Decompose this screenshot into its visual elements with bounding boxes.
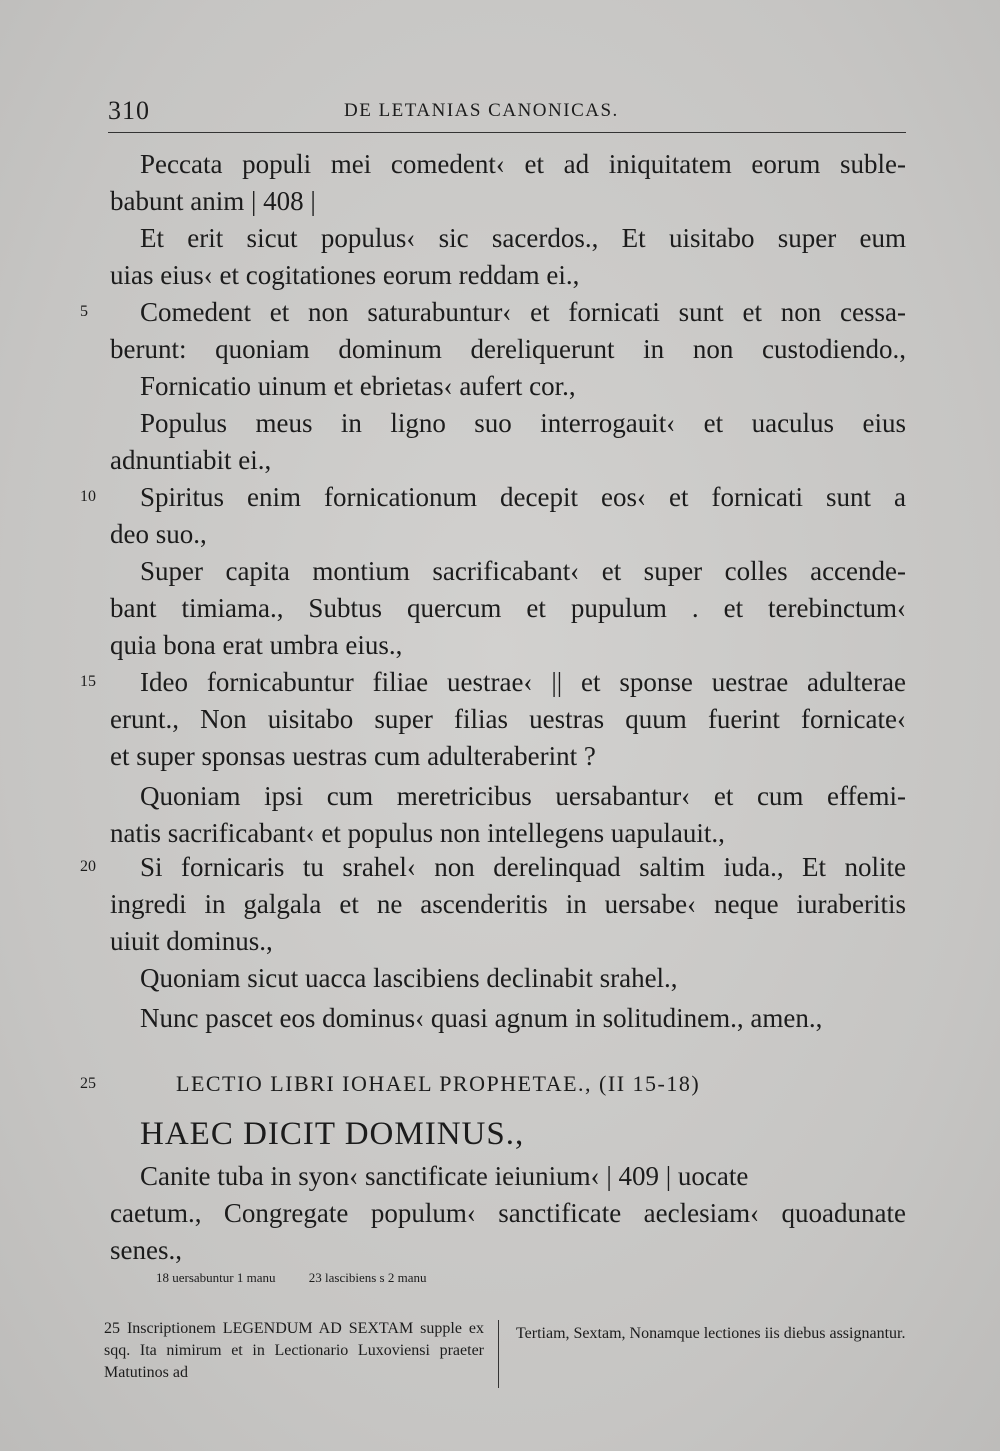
text-line: Et erit sicut populus‹ sic sacerdos., Et uisitabo super eum xyxy=(140,223,906,253)
footnote-left: 25 Inscriptionem LEGENDUM AD SEXTAM supple ex sqq. Ita nimirum et in Lectionario Luxoviensi praeter Matutinos ad xyxy=(104,1320,484,1381)
text-line: Fornicatio uinum et ebrietas‹ aufert cor., xyxy=(140,371,576,401)
text-line: Quoniam ipsi cum meretricibus uersabantur‹ et cum effemi- xyxy=(140,781,906,811)
text-line: Comedent et non saturabuntur‹ et fornicati sunt et non cessa- xyxy=(140,297,906,327)
variant-note: 18 uersabuntur 1 manu xyxy=(156,1270,276,1285)
header-rule xyxy=(108,132,906,133)
text-line: adnuntiabit ei., xyxy=(110,445,272,475)
text-line: deo suo., xyxy=(110,519,207,549)
footnote-right: Tertiam, Sextam, Nonamque lectiones iis diebus assignantur. xyxy=(516,1325,906,1342)
variant-note: 23 lascibiens s 2 manu xyxy=(308,1270,427,1285)
text-line: et super sponsas uestras cum adulteraberint ? xyxy=(110,741,596,771)
text-line: berunt: quoniam dominum dereliquerunt in non custodiendo., xyxy=(110,334,906,364)
text-line: bant timiama., Subtus quercum et pupulum . et terebinctum‹ xyxy=(110,593,906,623)
footnote-divider xyxy=(498,1320,499,1388)
text-line: Peccata populi mei comedent‹ et ad iniquitatem eorum suble- xyxy=(140,149,906,179)
text-line: uiuit dominus., xyxy=(110,926,273,956)
text-line: caetum., Congregate populum‹ sanctificate aeclesiam‹ quoadunate xyxy=(110,1198,906,1228)
line-number: 10 xyxy=(80,488,96,505)
text-line: ingredi in galgala et ne ascenderitis in uersabe‹ neque iuraberitis xyxy=(110,889,906,919)
text-line: erunt., Non uisitabo super filias uestras quum fuerint fornicate‹ xyxy=(110,704,906,734)
text-line: Canite tuba in syon‹ sanctificate ieiunium‹ | 409 | uocate xyxy=(140,1161,749,1191)
section-title: HAEC DICIT DOMINUS., xyxy=(140,1116,525,1152)
text-line: uias eius‹ et cogitationes eorum reddam ei., xyxy=(110,260,580,290)
text-line: natis sacrificabant‹ et populus non intellegens uapulauit., xyxy=(110,818,725,848)
text-line: Ideo fornicabuntur filiae uestrae‹ || et sponse uestrae adulterae xyxy=(140,667,906,697)
line-number: 20 xyxy=(80,858,96,875)
text-line: Nunc pascet eos dominus‹ quasi agnum in solitudinem., amen., xyxy=(140,1003,823,1033)
text-line: Super capita montium sacrificabant‹ et super colles accende- xyxy=(140,556,906,586)
text-line: babunt anim | 408 | xyxy=(110,186,316,216)
section-heading: LECTIO LIBRI IOHAEL PROPHETAE., (II 15-18) xyxy=(176,1071,701,1096)
line-number: 5 xyxy=(80,303,88,320)
page-header xyxy=(108,96,906,130)
text-line: Si fornicaris tu srahel‹ non derelinquad saltim iuda., Et nolite xyxy=(140,852,906,882)
line-number: 25 xyxy=(80,1075,96,1092)
text-line: Spiritus enim fornicationum decepit eos‹ et fornicati sunt a xyxy=(140,482,906,512)
critical-apparatus xyxy=(156,1270,456,1286)
text-line: senes., xyxy=(110,1235,182,1265)
page-number: 310 xyxy=(108,96,150,125)
text-line: quia bona erat umbra eius., xyxy=(110,630,403,660)
running-title: DE LETANIAS CANONICAS. xyxy=(344,100,619,121)
text-line: Quoniam sicut uacca lascibiens declinabit srahel., xyxy=(140,963,678,993)
line-number: 15 xyxy=(80,673,96,690)
text-line: Populus meus in ligno suo interrogauit‹ et uaculus eius xyxy=(140,408,906,438)
